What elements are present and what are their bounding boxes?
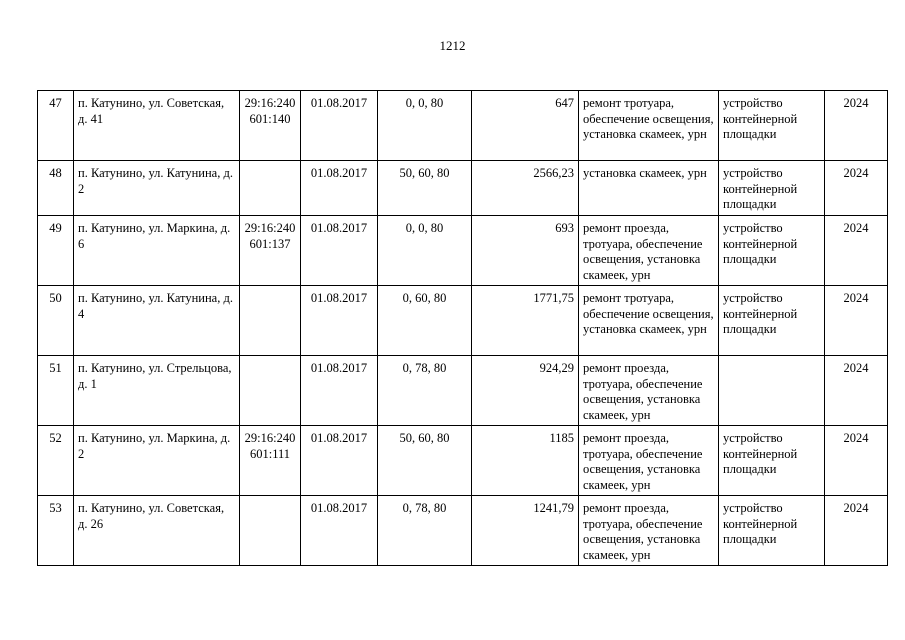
works-cell: ремонт тротуара, обеспечение освещения, установка скамеек, урн bbox=[579, 286, 719, 356]
table-row bbox=[38, 286, 888, 356]
registry-table bbox=[37, 90, 888, 566]
container-works-cell: устройство контейнерной площадки bbox=[719, 426, 825, 496]
date-cell: 01.08.2017 bbox=[301, 286, 378, 356]
address-cell: п. Катунино, ул. Катунина, д. 2 bbox=[74, 161, 240, 216]
area-cell: 1241,79 bbox=[472, 496, 579, 566]
area-cell: 1771,75 bbox=[472, 286, 579, 356]
percent-values-cell: 50, 60, 80 bbox=[378, 161, 472, 216]
container-works-cell: устройство контейнерной площадки bbox=[719, 161, 825, 216]
year-cell: 2024 bbox=[825, 426, 888, 496]
date-cell: 01.08.2017 bbox=[301, 91, 378, 161]
area-cell: 2566,23 bbox=[472, 161, 579, 216]
row-number-cell: 51 bbox=[38, 356, 74, 426]
address-cell: п. Катунино, ул. Катунина, д. 4 bbox=[74, 286, 240, 356]
date-cell: 01.08.2017 bbox=[301, 496, 378, 566]
container-works-cell: устройство контейнерной площадки bbox=[719, 216, 825, 286]
row-number-cell: 48 bbox=[38, 161, 74, 216]
table-row bbox=[38, 496, 888, 566]
row-number-cell: 47 bbox=[38, 91, 74, 161]
year-cell: 2024 bbox=[825, 161, 888, 216]
cadastral-number-cell: 29:16:240 601:111 bbox=[240, 426, 301, 496]
date-cell: 01.08.2017 bbox=[301, 161, 378, 216]
area-cell: 647 bbox=[472, 91, 579, 161]
row-number-cell: 49 bbox=[38, 216, 74, 286]
percent-values-cell: 0, 0, 80 bbox=[378, 216, 472, 286]
address-cell: п. Катунино, ул. Маркина, д. 6 bbox=[74, 216, 240, 286]
date-cell: 01.08.2017 bbox=[301, 216, 378, 286]
container-works-cell: устройство контейнерной площадки bbox=[719, 286, 825, 356]
address-cell: п. Катунино, ул. Маркина, д. 2 bbox=[74, 426, 240, 496]
container-works-cell: устройство контейнерной площадки bbox=[719, 91, 825, 161]
works-cell: ремонт проезда, тротуара, обеспечение освещения, установка скамеек, урн bbox=[579, 426, 719, 496]
year-cell: 2024 bbox=[825, 286, 888, 356]
percent-values-cell: 0, 78, 80 bbox=[378, 356, 472, 426]
table-row bbox=[38, 91, 888, 161]
percent-values-cell: 0, 78, 80 bbox=[378, 496, 472, 566]
year-cell: 2024 bbox=[825, 496, 888, 566]
percent-values-cell: 0, 0, 80 bbox=[378, 91, 472, 161]
container-works-cell: устройство контейнерной площадки bbox=[719, 496, 825, 566]
works-cell: ремонт проезда, тротуара, обеспечение освещения, установка скамеек, урн bbox=[579, 216, 719, 286]
cadastral-number-cell: 29:16:240 601:137 bbox=[240, 216, 301, 286]
table-row bbox=[38, 426, 888, 496]
year-cell: 2024 bbox=[825, 216, 888, 286]
cadastral-number-cell bbox=[240, 161, 301, 216]
percent-values-cell: 0, 60, 80 bbox=[378, 286, 472, 356]
works-cell: ремонт проезда, тротуара, обеспечение освещения, установка скамеек, урн bbox=[579, 356, 719, 426]
address-cell: п. Катунино, ул. Советская, д. 26 bbox=[74, 496, 240, 566]
area-cell: 693 bbox=[472, 216, 579, 286]
cadastral-number-cell bbox=[240, 496, 301, 566]
registry-body bbox=[38, 91, 888, 566]
works-cell: ремонт тротуара, обеспечение освещения, установка скамеек, урн bbox=[579, 91, 719, 161]
cadastral-number-cell: 29:16:240 601:140 bbox=[240, 91, 301, 161]
cadastral-number-cell bbox=[240, 356, 301, 426]
page-number: 1212 bbox=[439, 38, 466, 53]
table-row bbox=[38, 216, 888, 286]
address-cell: п. Катунино, ул. Стрельцова, д. 1 bbox=[74, 356, 240, 426]
date-cell: 01.08.2017 bbox=[301, 356, 378, 426]
area-cell: 924,29 bbox=[472, 356, 579, 426]
date-cell: 01.08.2017 bbox=[301, 426, 378, 496]
row-number-cell: 52 bbox=[38, 426, 74, 496]
year-cell: 2024 bbox=[825, 356, 888, 426]
works-cell: ремонт проезда, тротуара, обеспечение освещения, установка скамеек, урн bbox=[579, 496, 719, 566]
cadastral-number-cell bbox=[240, 286, 301, 356]
address-cell: п. Катунино, ул. Советская, д. 41 bbox=[74, 91, 240, 161]
row-number-cell: 53 bbox=[38, 496, 74, 566]
table-row bbox=[38, 161, 888, 216]
row-number-cell: 50 bbox=[38, 286, 74, 356]
percent-values-cell: 50, 60, 80 bbox=[378, 426, 472, 496]
works-cell: установка скамеек, урн bbox=[579, 161, 719, 216]
container-works-cell bbox=[719, 356, 825, 426]
area-cell: 1185 bbox=[472, 426, 579, 496]
table-row bbox=[38, 356, 888, 426]
year-cell: 2024 bbox=[825, 91, 888, 161]
